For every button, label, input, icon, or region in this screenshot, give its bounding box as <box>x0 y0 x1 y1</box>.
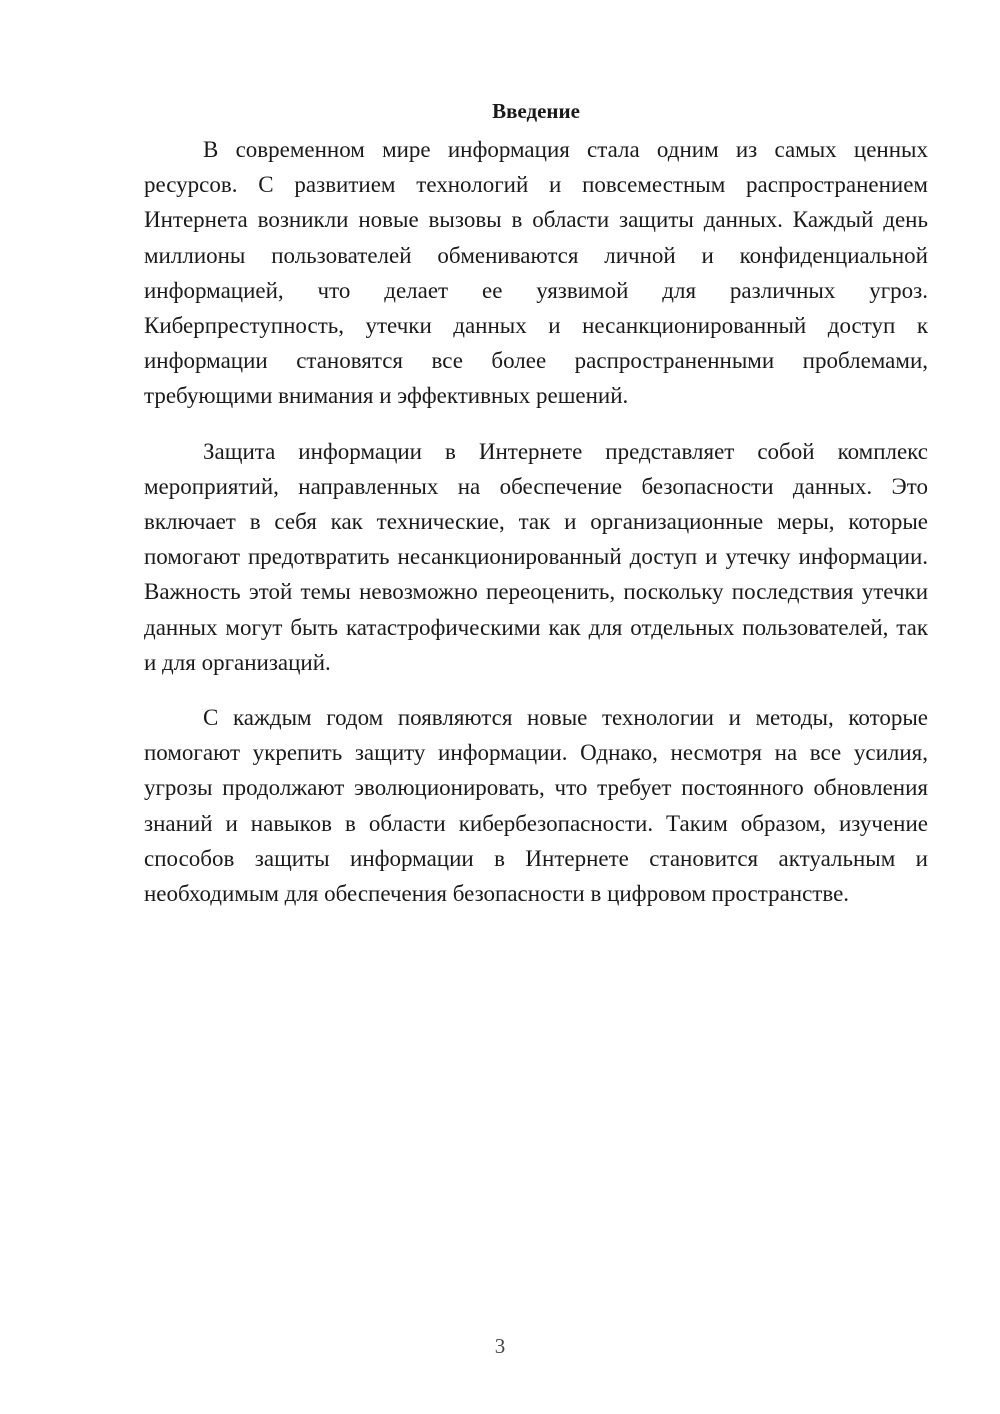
section-title: Введение <box>492 99 580 123</box>
paragraph-1: В современном мире информация стала одним из самых ценных ресурсов. С развитием технологий и повсеместным распространением Интернета возникли новые вызовы в области защиты данных. Каждый день миллионы пользователей обмениваются личной и конфиденциальной информацией, что делает ее уязвимой для различных угроз. Киберпреступность, утечки данных и несанкционированный доступ к информации становятся все более распространенными проблемами, требующими внимания и эффективных решений. <box>144 137 928 409</box>
page-number: 3 <box>494 1334 506 1358</box>
page-content <box>144 90 928 931</box>
paragraph-3: С каждым годом появляются новые технологии и методы, которые помогают укрепить защиту информации. Однако, несмотря на все усилия, угрозы продолжают эволюционировать, что требует постоянного обновления знаний и навыков в области кибербезопасности. Таким образом, изучение способов защиты информации в Интернете становится актуальным и необходимым для обеспечения безопасности в цифровом пространстве. <box>144 705 928 907</box>
paragraph-2: Защита информации в Интернете представляет собой комплекс мероприятий, направленных на обеспечение безопасности данных. Это включает в себя как технические, так и организационные меры, которые помогают предотвратить несанкционированный доступ и утечку информации. Важность этой темы невозможно переоценить, поскольку последствия утечки данных могут быть катастрофическими как для отдельных пользователей, так и для организаций. <box>144 438 928 675</box>
